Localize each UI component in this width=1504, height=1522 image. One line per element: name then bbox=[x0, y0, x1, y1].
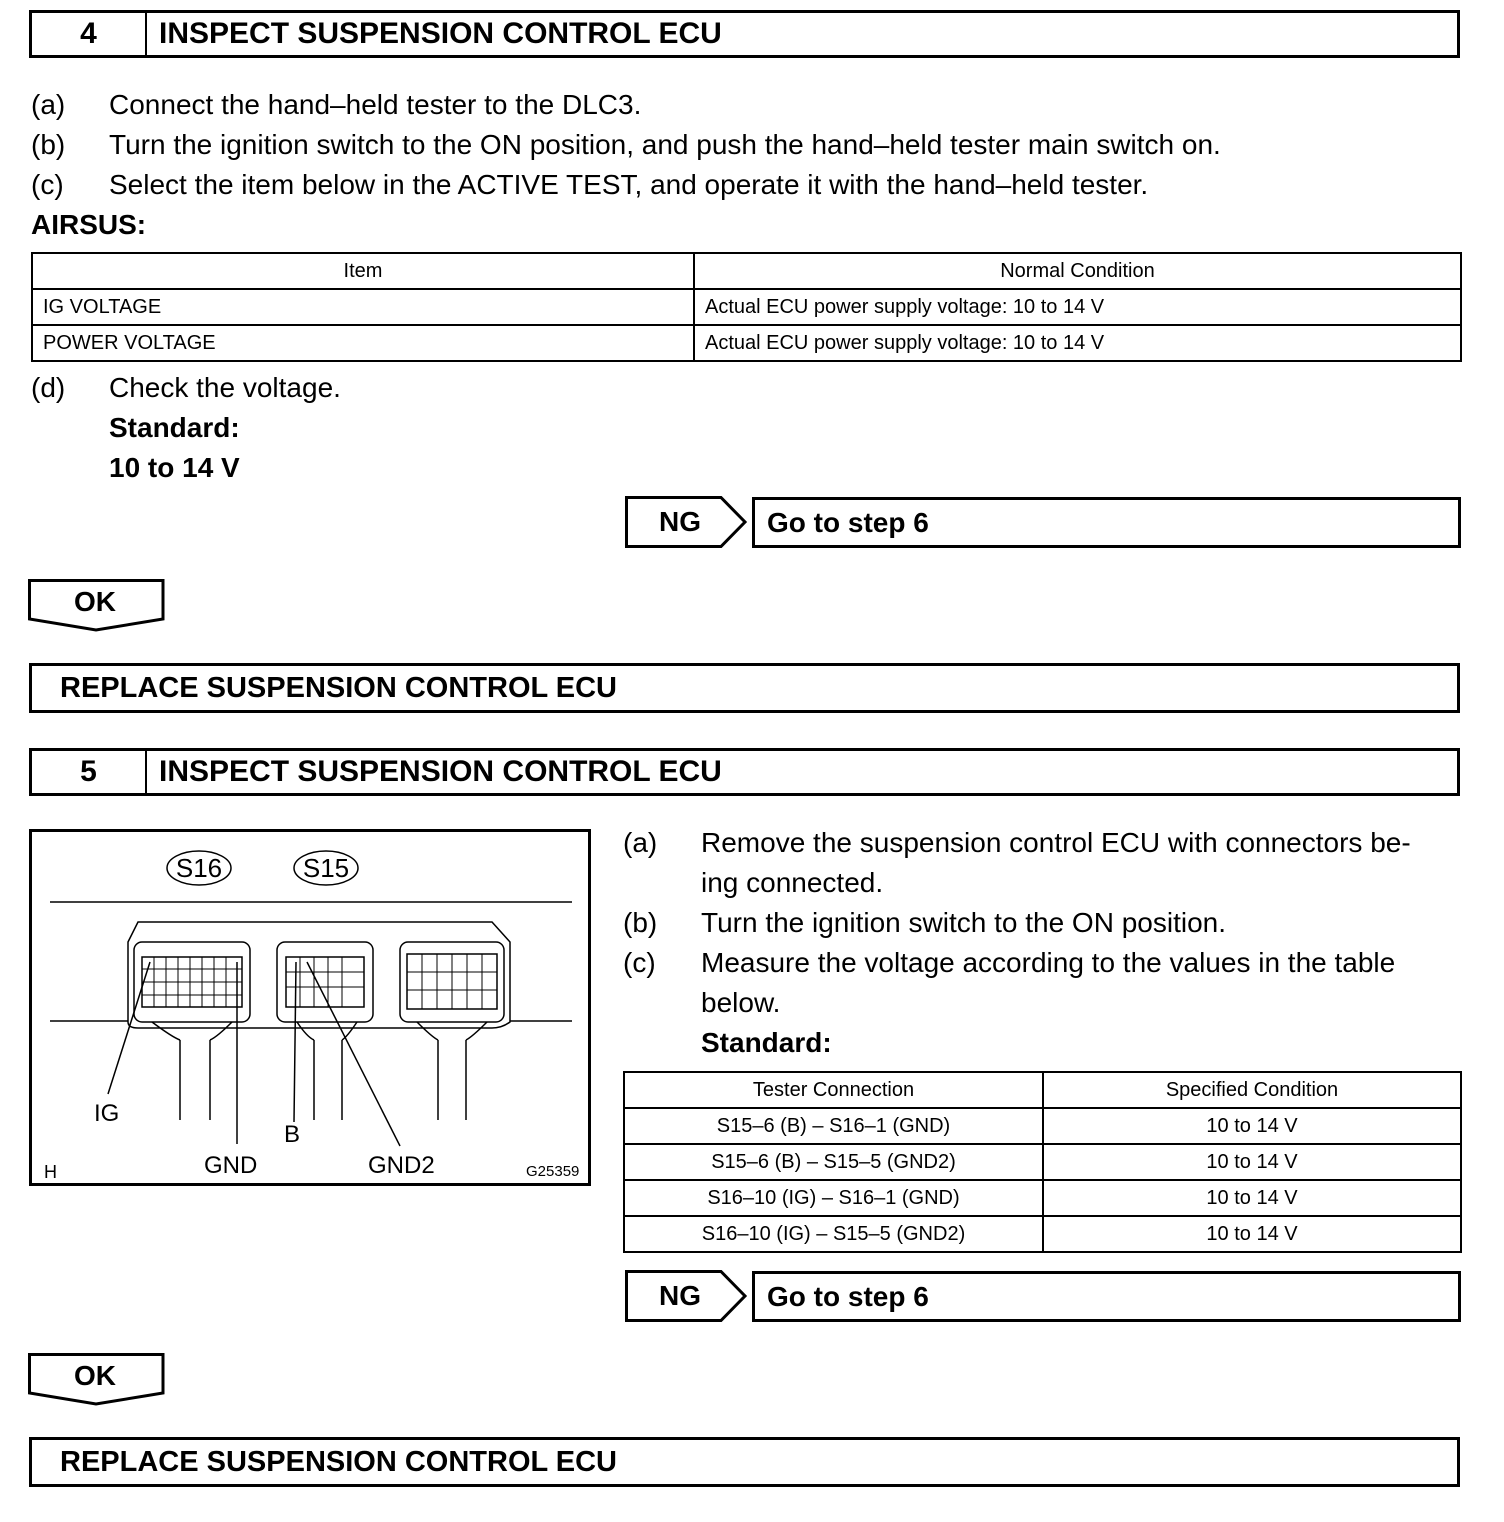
standard-label: Standard: bbox=[109, 412, 240, 443]
column-header: Item bbox=[32, 253, 694, 289]
ok-indicator bbox=[28, 1353, 166, 1407]
step-number: 4 bbox=[32, 13, 147, 55]
pin-label-gnd: GND bbox=[204, 1152, 258, 1179]
ok-indicator bbox=[28, 579, 166, 633]
active-test-table bbox=[31, 252, 1462, 362]
result-box: REPLACE SUSPENSION CONTROL ECU bbox=[29, 1437, 1460, 1487]
connector-diagram bbox=[29, 829, 591, 1186]
table-row bbox=[624, 1108, 1461, 1144]
table-row bbox=[32, 289, 1461, 325]
column-header: Normal Condition bbox=[694, 253, 1461, 289]
standard-label: Standard: bbox=[701, 1027, 832, 1058]
column-header: Tester Connection bbox=[624, 1072, 1043, 1108]
table-row bbox=[624, 1144, 1461, 1180]
instruction-text: Select the item below in the ACTIVE TEST, and operate it with the hand–held tester. bbox=[109, 169, 1149, 200]
table-cell: 10 to 14 V bbox=[1043, 1108, 1461, 1144]
figure-id: G25359 bbox=[526, 1163, 580, 1180]
instruction-text: Measure the voltage according to the values in the table bbox=[701, 947, 1396, 978]
instruction-text: Remove the suspension control ECU with connectors be- bbox=[701, 827, 1411, 858]
ng-indicator bbox=[625, 496, 745, 548]
pin-label-ig: IG bbox=[94, 1100, 120, 1127]
go-to-step-link[interactable]: Go to step 6 bbox=[752, 1271, 1461, 1322]
voltage-spec-table bbox=[623, 1071, 1462, 1253]
instruction-c bbox=[623, 943, 1395, 983]
table-header-row bbox=[32, 253, 1461, 289]
table-row bbox=[32, 325, 1461, 361]
step-number: 5 bbox=[32, 751, 147, 793]
go-to-step-link[interactable]: Go to step 6 bbox=[752, 497, 1461, 548]
table-header-row bbox=[624, 1072, 1461, 1108]
ok-label: OK bbox=[74, 586, 116, 617]
instruction-label: (a) bbox=[623, 827, 658, 858]
connector-label-s15: S15 bbox=[302, 853, 350, 883]
step-title: INSPECT SUSPENSION CONTROL ECU bbox=[159, 755, 722, 788]
table-cell: S15–6 (B) – S16–1 (GND) bbox=[624, 1108, 1043, 1144]
instruction-text: Turn the ignition switch to the ON position, and push the hand–held tester main switch on. bbox=[109, 129, 1221, 160]
table-row bbox=[624, 1180, 1461, 1216]
step-5-header bbox=[29, 748, 1460, 796]
corner-label: H bbox=[44, 1162, 57, 1182]
ng-label: NG bbox=[659, 506, 701, 537]
instruction-label: (b) bbox=[623, 907, 658, 938]
ok-label: OK bbox=[74, 1360, 116, 1391]
table-cell: S15–6 (B) – S15–5 (GND2) bbox=[624, 1144, 1043, 1180]
instruction-label: (c) bbox=[623, 947, 656, 978]
instruction-label: (b) bbox=[31, 129, 66, 160]
table-title: AIRSUS: bbox=[31, 209, 147, 240]
standard-value: 10 to 14 V bbox=[109, 452, 240, 483]
column-header: Specified Condition bbox=[1043, 1072, 1461, 1108]
instruction-text: Check the voltage. bbox=[109, 372, 341, 403]
instruction-a-continued: ing connected. bbox=[701, 867, 884, 898]
table-cell: POWER VOLTAGE bbox=[32, 325, 694, 361]
step-4-header bbox=[29, 10, 1460, 58]
instruction-label: (d) bbox=[31, 372, 66, 403]
instruction-text: Connect the hand–held tester to the DLC3. bbox=[109, 89, 642, 120]
instruction-c-continued: below. bbox=[701, 987, 781, 1018]
table-cell: IG VOLTAGE bbox=[32, 289, 694, 325]
table-cell: Actual ECU power supply voltage: 10 to 14 V bbox=[694, 289, 1461, 325]
instruction-label: (a) bbox=[31, 89, 66, 120]
instruction-b bbox=[31, 125, 1221, 165]
ng-indicator bbox=[625, 1270, 745, 1322]
ng-label: NG bbox=[659, 1280, 701, 1311]
table-cell: 10 to 14 V bbox=[1043, 1144, 1461, 1180]
instruction-b bbox=[623, 903, 1226, 943]
instruction-a bbox=[623, 823, 1411, 863]
step-title: INSPECT SUSPENSION CONTROL ECU bbox=[159, 17, 722, 50]
table-cell: S16–10 (IG) – S15–5 (GND2) bbox=[624, 1216, 1043, 1252]
ecu-connector-illustration bbox=[32, 832, 588, 1183]
connector-label-s16: S16 bbox=[175, 853, 223, 883]
result-box: REPLACE SUSPENSION CONTROL ECU bbox=[29, 663, 1460, 713]
table-cell: Actual ECU power supply voltage: 10 to 14 V bbox=[694, 325, 1461, 361]
table-cell: S16–10 (IG) – S16–1 (GND) bbox=[624, 1180, 1043, 1216]
instruction-text: Turn the ignition switch to the ON position. bbox=[701, 907, 1226, 938]
instruction-c bbox=[31, 165, 1148, 205]
pin-label-b: B bbox=[284, 1121, 301, 1148]
table-cell: 10 to 14 V bbox=[1043, 1216, 1461, 1252]
table-row bbox=[624, 1216, 1461, 1252]
pin-label-gnd2: GND2 bbox=[368, 1152, 435, 1179]
instruction-label: (c) bbox=[31, 169, 64, 200]
table-cell: 10 to 14 V bbox=[1043, 1180, 1461, 1216]
instruction-d bbox=[31, 368, 341, 408]
instruction-a bbox=[31, 85, 641, 125]
